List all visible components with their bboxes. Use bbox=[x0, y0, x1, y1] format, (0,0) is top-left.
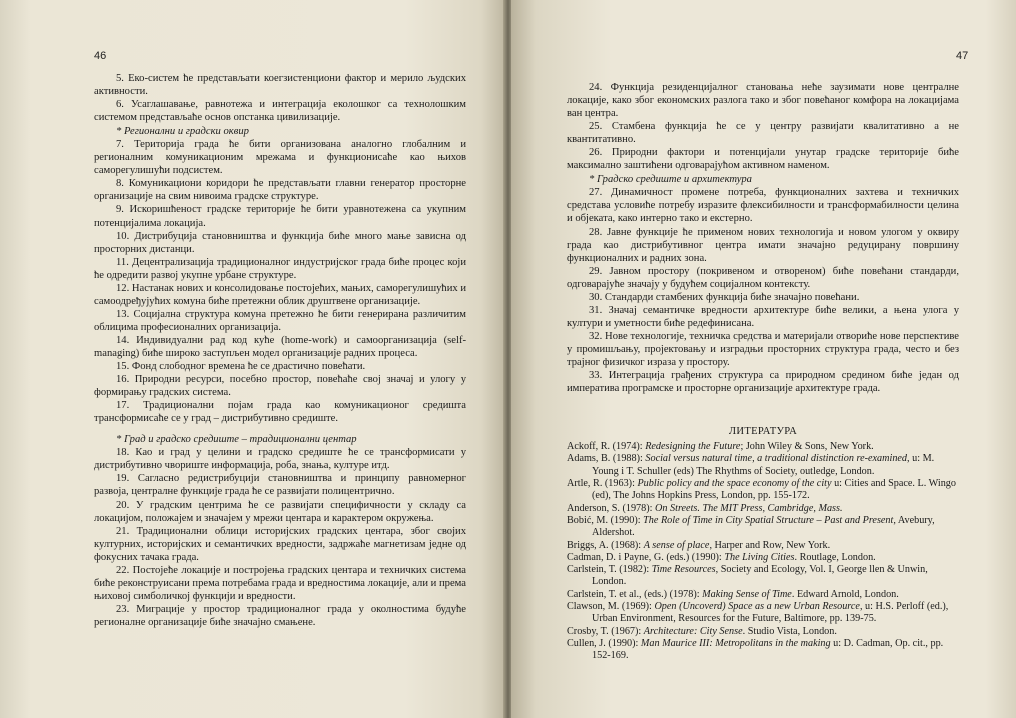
paragraph: 31. Значај семантичке вредности архитектуре биће велики, а њена улога у култури и уметности биће редефинисана. bbox=[567, 304, 959, 329]
reference-title: Social versus natural time, a traditional distinction re-examined bbox=[645, 453, 908, 465]
paragraph: 24. Функција резиденцијалног становања неће заузимати нове централне локације, како због економских разлога тако и због повећаног комфора на локацијама ван центра. bbox=[567, 82, 959, 120]
paragraph: 32. Нове технологије, техничка средства и материјали отвориће нове перспективе у промишљању, пројектовању и изградњи просторних структура града, често и без трајног физичког израза у простору. bbox=[567, 330, 959, 368]
section-heading: * Градско средиште и архитектура bbox=[589, 174, 752, 186]
reference-details: . Studio Vista, London. bbox=[742, 625, 837, 637]
left-page bbox=[0, 0, 506, 718]
paragraph: 30. Стандарди стамбених функција биће значајно повећани. bbox=[589, 291, 860, 303]
reference-entry bbox=[567, 589, 959, 601]
paragraph: 21. Традиционални облици историјских градских центара, због својих културних, историјских и семантичких вредности, задржаће магнетизам једне од фокусних тачака града. bbox=[94, 525, 466, 563]
paragraph: 15. Фонд слободног времена ће се драстично повећати. bbox=[116, 361, 366, 373]
reference-details: , Society and Ecology, Vol. I, George llen & Unwin, London. bbox=[592, 564, 928, 588]
right-paragraphs bbox=[567, 81, 959, 395]
reference-entry bbox=[567, 638, 959, 663]
reference-entry bbox=[567, 441, 959, 453]
reference-details: , u: M. Young i T. Schuller (eds) The Rhythms of Society, outledge, London. bbox=[592, 453, 935, 477]
reference-title: Time Resources bbox=[651, 564, 716, 576]
right-page-text bbox=[567, 81, 959, 663]
reference-entry bbox=[567, 601, 959, 626]
paragraph: 27. Динамичност промене потреба, функционалних захтева и техничких средстава условиће потребу изразите флексибилности и трансформабилности целина и објеката, како интерно тако и екстерно. bbox=[567, 187, 959, 225]
reference-author: Adams, B. (1988): bbox=[567, 453, 646, 465]
left-page-text bbox=[94, 72, 466, 629]
paragraph: 20. У градским центрима ће се развијати специфичности у складу са локацијом, положајем и значајем у мрежи центара и карактером окружења. bbox=[94, 499, 466, 524]
reference-title: Architecture: City Sense bbox=[643, 625, 743, 637]
reference-author: Clawson, M. (1969): bbox=[567, 601, 655, 613]
paragraph: 11. Децентрализација традиционалног индустријског града биће процес који ће одредити развој укупне урбане структуре. bbox=[94, 256, 466, 281]
reference-author: Carlstein, T. et al., (eds.) (1978): bbox=[567, 588, 703, 600]
reference-title: Redesigning the Future bbox=[645, 441, 741, 453]
reference-details: u: Cities and Space. L. Wingo (ed), The Johns Hopkins Press, London, pp. 155-172. bbox=[592, 478, 956, 502]
paragraph: 16. Природни ресурси, посебно простор, повећаће свој значај и улогу у формирању градских система. bbox=[94, 374, 466, 399]
paragraph: 10. Дистрибуција становништва и функција биће много мање зависна од просторних дистанци. bbox=[94, 230, 466, 255]
reference-entry bbox=[567, 503, 959, 515]
reference-entry bbox=[567, 564, 959, 589]
reference-title: Public policy and the space economy of the city bbox=[637, 478, 832, 490]
reference-title: Open (Uncoverd) Space as a new Urban Resource bbox=[654, 601, 860, 613]
paragraph: 29. Јавном простору (покривеном и отвореном) биће повећани стандарди, одговарајуће значају у будућем социјалном контексту. bbox=[567, 265, 959, 290]
right-page bbox=[511, 0, 1016, 718]
paragraph: 22. Постојеће локације и постројења градских центара и техничких система биће реконструисани према потребама града и вредностима локације, али и према њиховој симболичкој функцији и вредности. bbox=[94, 564, 466, 602]
reference-entry bbox=[567, 515, 959, 540]
reference-title: A sense of place bbox=[643, 539, 710, 551]
references-title: ЛИТЕРАТУРА bbox=[728, 426, 798, 438]
reference-author: Artle, R. (1963): bbox=[567, 478, 638, 490]
paragraph: 18. Као и град у целини и градско средиште ће се трансформисати у дистрибутивно чвориште информација, роба, знања, културе итд. bbox=[94, 447, 466, 472]
paragraph: 19. Сагласно редистрибуцији становништва и принципу равномерног развоја, централне функције града ће се развијати полицентрично. bbox=[94, 473, 466, 498]
reference-title: The Role of Time in City Spatial Structure – Past and Present bbox=[643, 514, 894, 526]
reference-title: Making Sense of Time bbox=[702, 588, 792, 600]
reference-details: . Routlage, London. bbox=[794, 551, 876, 563]
reference-details: , Avebury, Aldershot. bbox=[592, 514, 935, 539]
paragraph: 14. Индивидуални рад код куће (home-work) и самоорганизација (self-managing) биће широко заступљен модел организације радних процеса. bbox=[94, 334, 466, 359]
paragraph: 12. Настанак нових и консолидовање постојећих, мањих, саморегулишућих и самоодређујућих комуна биће претежни облик друштвене организације. bbox=[94, 282, 467, 307]
paragraph: 25. Стамбена функција ће се у центру развијати квалитативно а не квантитативно. bbox=[567, 121, 959, 146]
paragraph: 5. Еко-систем ће представљати коегзистенциони фактор и мерило људских активности. bbox=[94, 73, 466, 98]
reference-author: Cullen, J. (1990): bbox=[567, 637, 641, 649]
paragraph: 7. Територија града ће бити организована аналогно глобалним и регионалним комуникационим мрежама и функционисаће као њихов саморегулишући подсистем. bbox=[94, 139, 466, 177]
paragraph: 13. Социјална структура комуна претежно ће бити генерирана различитим облицима професионалних организација. bbox=[94, 308, 466, 333]
paragraph: 8. Комуникациони коридори ће представљати главни генератор просторне организације на свим нивоима градске структуре. bbox=[94, 178, 466, 203]
section-heading: * Град и градско средиште – традиционални центар bbox=[116, 434, 357, 446]
paragraph: 26. Природни фактори и потенцијали унутар градске територије биће максимално заштићени одговарајућом активном наменом. bbox=[567, 147, 959, 172]
reference-author: Briggs, A. (1968): bbox=[567, 539, 644, 551]
reference-entry bbox=[567, 540, 959, 552]
reference-author: Bobić, M. (1990): bbox=[567, 514, 644, 526]
reference-entry bbox=[567, 626, 959, 638]
paragraph: 33. Интеграција грађених структура са природном средином биће један од императива програмске и просторне организације архитектуре града. bbox=[567, 370, 959, 395]
reference-author: Ackoff, R. (1974): bbox=[567, 441, 646, 453]
reference-details: , Harper and Row, New York. bbox=[709, 539, 831, 551]
reference-author: Crosby, T. (1967): bbox=[567, 625, 644, 637]
reference-details: ; John Wiley & Sons, New York. bbox=[740, 441, 874, 453]
paragraph: 9. Искоришћеност градске територије ће бити уравнотежена са укупним потенцијалима локација. bbox=[94, 204, 466, 229]
reference-author: Cadman, D. i Payne, G. (eds.) (1990): bbox=[567, 551, 725, 563]
reference-entry bbox=[567, 453, 959, 478]
reference-entry bbox=[567, 552, 959, 564]
reference-details: , u: H.S. Perloff (ed.), Urban Environment, Resources for the Future, Baltimore, pp. 139-75. bbox=[592, 601, 949, 625]
reference-title: Man Maurice III: Metropolitans in the making bbox=[640, 637, 831, 649]
page-number: 47 bbox=[956, 50, 969, 62]
references-list bbox=[567, 441, 959, 662]
paragraph: 6. Усаглашавање, равнотежа и интеграција еколошког са технолошким системом представљаће основ опстанка цивилизације. bbox=[94, 99, 466, 124]
section-heading: * Регионални и градски оквир bbox=[116, 126, 249, 138]
reference-author: Anderson, S. (1978): bbox=[567, 502, 656, 514]
paragraph: 23. Миграције у простор традиционалног града у околностима будуће регионалне организације биће значајно смањене. bbox=[94, 603, 466, 628]
reference-details: . Edward Arnold, London. bbox=[791, 588, 899, 600]
reference-author: Carlstein, T. (1982): bbox=[567, 564, 652, 576]
reference-details: u: D. Cadman, Op. cit., pp. 152-169. bbox=[592, 637, 944, 662]
paragraph: 28. Јавне функције ће применом нових технологија и новом улогом у оквиру града као дистрибутивног центра имати значајно редуцирану површину функционалних и радних зона. bbox=[567, 226, 959, 264]
reference-entry bbox=[567, 478, 959, 503]
reference-title: The Living Cities bbox=[724, 551, 795, 563]
reference-title: On Streets. The MIT Press, Cambridge, Mass. bbox=[655, 502, 843, 514]
paragraph: 17. Традиционални појам града као комуникационог средишта трансформисаће се у град – дистрибутивно средиште. bbox=[94, 400, 466, 425]
page-number: 46 bbox=[94, 50, 107, 62]
